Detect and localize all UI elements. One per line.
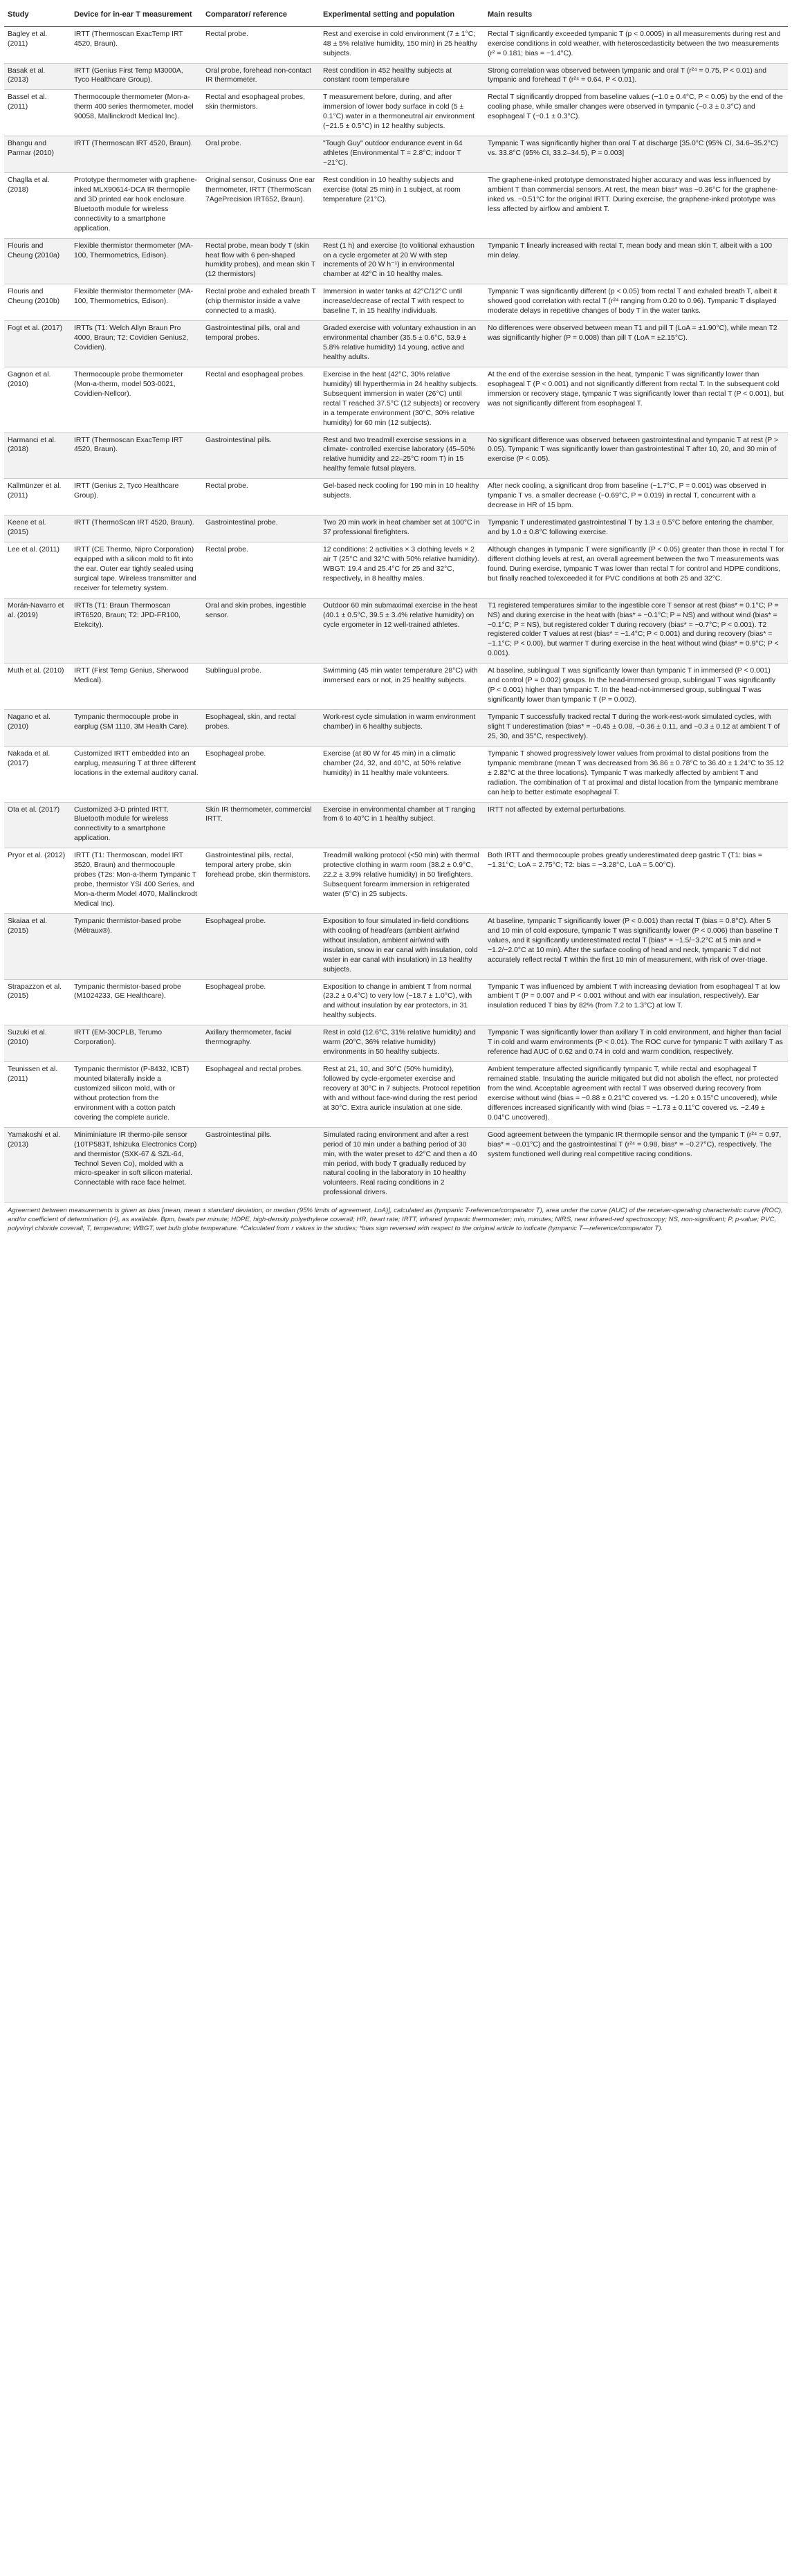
cell-setting: Immersion in water tanks at 42°C/12°C until increase/decrease of rectal T with respect to baseline T, in 15 healthy individuals. [320,284,484,321]
cell-device: Customized IRTT embedded into an earplug, measuring T at three different locations in the external auditory canal. [71,746,202,802]
table-row [4,172,788,238]
table-row [4,1025,788,1062]
table-row [4,1127,788,1203]
table-row [4,367,788,432]
cell-comparator: Rectal and esophageal probes. [202,367,320,432]
cell-study: Keene et al. (2015) [4,515,71,542]
cell-study: Pryor et al. (2012) [4,848,71,914]
table-row [4,479,788,515]
cell-setting: Outdoor 60 min submaximal exercise in the heat (40.1 ± 0.5°C, 39.5 ± 3.4% relative humidity) on cycle ergometer in 12 well-trained athletes. [320,598,484,664]
cell-comparator: Gastrointestinal pills. [202,432,320,479]
cell-setting: Rest condition in 452 healthy subjects at constant room temperature [320,63,484,90]
cell-study: Yamakoshi et al. (2013) [4,1127,71,1203]
cell-device: IRTT (Genius First Temp M3000A, Tyco Healthcare Group). [71,63,202,90]
cell-results: Rectal T significantly dropped from baseline values (−1.0 ± 0.4°C, P < 0.05) by the end of the cooling phase, while smaller changes were observed in tympanic (−0.3 ± 0.3°C) and esophageal T (−0.1 ± 0.3°C). [484,90,788,136]
cell-comparator: Esophageal probe. [202,746,320,802]
cell-setting: Rest condition in 10 healthy subjects and exercise (total 25 min) in 1 subject, at room temperature (21°C). [320,172,484,238]
cell-device: Thermocouple thermometer (Mon-a-therm 400 series thermometer, model 90058, Mallinckrodt Medical Inc). [71,90,202,136]
cell-results: At baseline, tympanic T significantly lower (P < 0.001) than rectal T (bias = 0.8°C). After 5 and 10 min of cold exposure, tympanic T was significantly lower (P < 0.006) than baseline T values, and it significantly underestimated rectal T (bias* = −1.5/−3.2°C at 5 min and = −1.2/−2.0°C at 10 min). After the surface cooling of head and neck, tympanic T did not accurately reflect rectal T within the first 10 min of measurement, with risk of over-triage. [484,913,788,979]
cell-study: Basak et al. (2013) [4,63,71,90]
cell-results: Although changes in tympanic T were significantly (P < 0.05) greater than those in rectal T for different clothing levels at rest, an overall agreement between the two T measurements was found. During exercise, tympanic T was lower than rectal T for control and HDPE conditions, but finally reached to/exceeded it for PVC conditions at both 25 and 32°C. [484,542,788,598]
cell-results: Tympanic T successfully tracked rectal T during the work-rest-work simulated cycles, with slight T underestimation (bias* = −0.45 ± 0.08, −0.36 ± 0.11, and −0.3 ± 0.12 at ambient T of 25, 30, and 35°C, respectively). [484,710,788,747]
cell-setting: Swimming (45 min water temperature 28°C) with immersed ears or not, in 25 healthy subjects. [320,664,484,710]
table-row [4,515,788,542]
table-row [4,238,788,284]
cell-setting: Work-rest cycle simulation in warm environment chamber) in 6 healthy subjects. [320,710,484,747]
cell-results: Ambient temperature affected significantly tympanic T, while rectal and esophageal T remained stable. Insulating the auricle mitigated but did not abolish the effect, nor protected from the wind. Acceptable agreement with rectal T was observed during recovery from exercise without wind (bias = −0.88 ± 0.21°C covered vs. −1.20 ± 0.15°C uncovered), while differences increased significantly with wind (bias = −1.73 ± 0.11°C covered vs. −2.49 ± 0.04°C uncovered). [484,1062,788,1128]
header-setting: Experimental setting and population [320,4,484,26]
cell-study: Chaglla et al. (2018) [4,172,71,238]
header-device: Device for in-ear T measurement [71,4,202,26]
cell-setting: Exercise (at 80 W for 45 min) in a climatic chamber (24, 32, and 40°C, at 50% relative humidity) in 11 healthy male volunteers. [320,746,484,802]
cell-comparator: Sublingual probe. [202,664,320,710]
cell-comparator: Axillary thermometer, facial thermography. [202,1025,320,1062]
cell-study: Strapazzon et al. (2015) [4,979,71,1025]
cell-device: Tympanic thermistor (P-8432, ICBT) mounted bilaterally inside a customized silicon mold, with or without protection from the environment with a cotton patch covering the complete auricle. [71,1062,202,1128]
cell-setting: Exposition to four simulated in-field conditions with cooling of head/ears (ambient air/wind without insulation, ambient air/wind with insulation, snow in ear canal with insulation, cold water in ear canal with insulation) in 13 healthy subjects. [320,913,484,979]
cell-setting: Exercise in environmental chamber at T ranging from 6 to 40°C in 1 healthy subject. [320,802,484,848]
studies-table [4,4,788,1203]
table-row [4,26,788,63]
table-row [4,598,788,664]
table-row [4,63,788,90]
table-row [4,90,788,136]
table-row [4,913,788,979]
cell-results: Tympanic T was significantly higher than oral T at discharge [35.0°C (95% CI, 34.6–35.2°C) vs. 33.8°C (95% CI, 33.2–34.5), P = 0.003] [484,136,788,173]
cell-comparator: Oral and skin probes, ingestible sensor. [202,598,320,664]
cell-results: Tympanic T was significantly lower than axillary T in cold environment, and higher than facial T in cold and warm environments (P < 0.01). The ROC curve for tympanic T with axillary T as reference had AUC of 0.62 and 0.74 in cold and warm condition, respectively. [484,1025,788,1062]
cell-results: Both IRTT and thermocouple probes greatly underestimated deep gastric T (T1: bias = −1.31°C; LoA = 2.75°C; T2: bias = −3.28°C, LoA = 5.00°C). [484,848,788,914]
header-row [4,4,788,26]
cell-device: IRTT (Thermoscan ExacTemp IRT 4520, Braun). [71,432,202,479]
cell-device: Prototype thermometer with graphene-inked MLX90614-DCA IR thermopile and 3D printed ear hook enclosure. Bluetooth module for wireless connectivity to a smartphone application. [71,172,202,238]
cell-comparator: Gastrointestinal pills, oral and temporal probes. [202,321,320,367]
cell-results: Rectal T significantly exceeded tympanic T (p < 0.0005) in all measurements during rest and exercise conditions in cold weather, with heteroscedasticity between the two measurements (r² = 0.181; bias = −1.4°C). [484,26,788,63]
cell-setting: Rest at 21, 10, and 30°C (50% humidity), followed by cycle-ergometer exercise and recovery at 30°C in 7 subjects. Protocol repetition with and without face-wind during the rest period at 30°C. Extra auricle insulation at one side. [320,1062,484,1128]
cell-comparator: Original sensor, Cosinuss One ear thermometer, IRTT (ThermoScan 7AgePrecision IRT652, Braun). [202,172,320,238]
cell-device: Customized 3-D printed IRTT. Bluetooth module for wireless connectivity to a smartphone application. [71,802,202,848]
cell-device: IRTT (EM-30CPLB, Terumo Corporation). [71,1025,202,1062]
cell-study: Ota et al. (2017) [4,802,71,848]
cell-device: IRTT (Thermoscan ExacTemp IRT 4520, Braun). [71,26,202,63]
table-row [4,710,788,747]
cell-comparator: Gastrointestinal pills, rectal, temporal artery probe, skin forehead probe, skin thermistors. [202,848,320,914]
cell-results: T1 registered temperatures similar to the ingestible core T sensor at rest (bias* = 0.1°C; P = NS) and during exercise in the heat with (bias* = −0.1°C; P = NS) and without wind (bias* = −0.1°C; P = NS), but registered colder T during recovery (bias* = −0.7°C; P < 0.001). T2 registered colder T values at rest (bias* = −1.4°C; P < 0.001) and during recovery (bias* = −1.1°C; P < 0.00), but warmer T during exercise in the heat without wind (bias* = 0.9°C; P < 0.001). [484,598,788,664]
cell-device: Tympanic thermocouple probe in earplug (SM 1110, 3M Health Care). [71,710,202,747]
cell-study: Teunissen et al. (2011) [4,1062,71,1128]
cell-device: IRTTs (T1: Braun Thermoscan IRT6520, Braun; T2: JPD-FR100, Etekcity). [71,598,202,664]
cell-device: IRTT (Genius 2, Tyco Healthcare Group). [71,479,202,515]
table-row [4,284,788,321]
cell-setting: Exercise in the heat (42°C, 30% relative humidity) till hyperthermia in 24 healthy subjects. Subsequent immersion in water (26°C) until rectal T reached 37.5°C (12 subjects) or recovery in a temperate environment (30°C, 30% relative humidity) for 60 min (12 subjects). [320,367,484,432]
cell-study: Skaiaa et al. (2015) [4,913,71,979]
cell-study: Suzuki et al. (2010) [4,1025,71,1062]
cell-study: Bassel et al. (2011) [4,90,71,136]
cell-results: No differences were observed between mean T1 and pill T (LoA = ±1.90°C), while mean T2 was significantly higher (P = 0.008) than pill T (LoA = ±2.15°C). [484,321,788,367]
cell-results: Tympanic T was significantly different (p < 0.05) from rectal T and exhaled breath T, albeit it showed good correlation with rectal T (r²⁴ ranging from 0.20 to 0.96). Tympanic T displayed moderate delays in repetitive changes of body T in the water tanks. [484,284,788,321]
cell-results: After neck cooling, a significant drop from baseline (−1.7°C, P = 0.001) was observed in tympanic T vs. a smaller decrease (−0.69°C, P = 0.019) in rectal T, concurrent with a decrease in HR of 15 bpm. [484,479,788,515]
cell-results: Tympanic T linearly increased with rectal T, mean body and mean skin T, albeit with a 100 min delay. [484,238,788,284]
cell-study: Kallmünzer et al. (2011) [4,479,71,515]
cell-device: Tympanic thermistor-based probe (M1024233, GE Healthcare). [71,979,202,1025]
cell-study: Flouris and Cheung (2010a) [4,238,71,284]
table-row [4,542,788,598]
table-body [4,26,788,1203]
table-row [4,664,788,710]
cell-study: Gagnon et al. (2010) [4,367,71,432]
cell-comparator: Oral probe, forehead non-contact IR thermometer. [202,63,320,90]
cell-results: Tympanic T was influenced by ambient T with increasing deviation from esophageal T at low ambient T (P = 0.007 and P < 0.001 without and with ear insulation, respectively). Ear insulation reduced T bias by 82% (from 7.2 to 1.3°C) at low T. [484,979,788,1025]
cell-setting: 12 conditions: 2 activities × 3 clothing levels × 2 air T (25°C and 32°C with 50% relative humidity). WBGT: 19.4 and 25.4°C for 25 and 32°C, respectively, in 8 healthy males. [320,542,484,598]
cell-comparator: Rectal probe, mean body T (skin heat flow with 6 pen-shaped humidity probes), and mean skin T (12 thermistors) [202,238,320,284]
cell-device: Flexible thermistor thermometer (MA-100, Thermometrics, Edison). [71,238,202,284]
cell-comparator: Oral probe. [202,136,320,173]
cell-study: Bagley et al. (2011) [4,26,71,63]
cell-device: Miniminiature IR thermo-pile sensor (10TP583T, Ishizuka Electronics Corp) and thermistor (SXK-67 & SZL-64, Technol Seven Co), molded with a micro-speaker in soft silicon material. Connectable with race face helmet. [71,1127,202,1203]
cell-setting: Treadmill walking protocol (<50 min) with thermal protective clothing in warm room (38.2 ± 0.9°C, 22.2 ± 3.9% relative humidity) in 50 firefighters. Subsequent forearm immersion in refrigerated water (5°C) in 25 subjects. [320,848,484,914]
cell-study: Nakada et al. (2017) [4,746,71,802]
header-study: Study [4,4,71,26]
cell-device: IRTT (ThermoScan IRT 4520, Braun). [71,515,202,542]
cell-results: Tympanic T underestimated gastrointestinal T by 1.3 ± 0.5°C before entering the chamber, and by 1.0 ± 0.8°C following exercise. [484,515,788,542]
cell-comparator: Gastrointestinal probe. [202,515,320,542]
cell-results: At baseline, sublingual T was significantly lower than tympanic T in immersed (P < 0.001) and control (P = 0.002) groups. In the head-immersed group, sublingual T was significantly (P < 0.001) higher than tympanic T. In the head-not-immersed group, sublingual T was significantly lower than tympanic T (P = 0.002). [484,664,788,710]
cell-comparator: Skin IR thermometer, commercial IRTT. [202,802,320,848]
cell-study: Muth et al. (2010) [4,664,71,710]
cell-comparator: Esophageal, skin, and rectal probes. [202,710,320,747]
cell-results: Good agreement between the tympanic IR thermopile sensor and the tympanic T (r²⁴ = 0.97, bias* = −0.01°C) and the gastrointestinal T (r²⁴ = 0.98, bias* = −0.27°C), respectively. The system functioned well during real competitive racing conditions. [484,1127,788,1203]
cell-setting: Two 20 min work in heat chamber set at 100°C in 37 professional firefighters. [320,515,484,542]
cell-results: The graphene-inked prototype demonstrated higher accuracy and was less influenced by ambient T than commercial sensors. At rest, the mean bias* was −0.36°C for the graphene-inked vs. −0.51°C for the original IRTT. During exercise, the graphene-inked prototype was less affected by airflow and ambient T. [484,172,788,238]
cell-device: IRTT (Thermoscan IRT 4520, Braun). [71,136,202,173]
cell-device: IRTTs (T1: Welch Allyn Braun Pro 4000, Braun; T2: Covidien Genius2, Covidien). [71,321,202,367]
cell-study: Lee et al. (2011) [4,542,71,598]
cell-study: Harmanci et al. (2018) [4,432,71,479]
cell-setting: Rest and two treadmill exercise sessions in a climate- controlled exercise laboratory (45–50% relative humidity and 22–25°C room T) in 15 healthy female futsal players. [320,432,484,479]
cell-setting: Rest in cold (12.6°C, 31% relative humidity) and warm (20°C, 36% relative humidity) environments in 50 healthy subjects. [320,1025,484,1062]
cell-device: Tympanic thermistor-based probe (Métraux®). [71,913,202,979]
cell-setting: Rest and exercise in cold environment (7 ± 1°C; 48 ± 5% relative humidity, 150 min) in 25 healthy subjects. [320,26,484,63]
cell-comparator: Esophageal probe. [202,979,320,1025]
table-row [4,1062,788,1128]
cell-results: IRTT not affected by external perturbations. [484,802,788,848]
table-footnote: Agreement between measurements is given as bias [mean, mean ± standard deviation, or median (95% limits of agreement, LoA)], calculated as (tympanic T-reference/comparator T), area under the curve (AUC) of the receiver-operating characteristic curve (ROC), and/or coefficient of determination (r²), as available. Bpm, beats per minute; HDPE, high-density polyethylene coverall; HR, heart rate; IRTT, infrared tympanic thermometer; min, minutes; NIRS, near infrared-red spectroscopy; NS, non-significant; P, p-value; PVC, polyvinyl chloride coverall; T, temperature; WBGT, wet bulb globe temperature. ⁴Calculated from r values in the studies; *bias sign reversed with respect to the original article to indicate (tympanic T—reference/comparator T). [8,1207,783,1233]
table-header [4,4,788,26]
cell-study: Morán-Navarro et al. (2019) [4,598,71,664]
cell-setting: T measurement before, during, and after immersion of lower body surface in cold (5 ± 0.1°C) water in a thermoneutral air environment (~21.5 ± 0.5°C) in 12 healthy subjects. [320,90,484,136]
table-row [4,432,788,479]
header-comparator: Comparator/ reference [202,4,320,26]
cell-comparator: Esophageal and rectal probes. [202,1062,320,1128]
cell-comparator: Rectal probe. [202,479,320,515]
cell-study: Bhangu and Parmar (2010) [4,136,71,173]
cell-results: At the end of the exercise session in the heat, tympanic T was significantly lower than esophageal T (P < 0.001) and not significantly different from rectal T. In the subsequent cold immersion or recovery stage, tympanic T was significantly lower than rectal T (P < 0.001), but was not significantly different from esophageal T. [484,367,788,432]
cell-setting: Exposition to change in ambient T from normal (23.2 ± 0.4°C) to very low (−18.7 ± 1.0°C), with and without insulation by ear protectors, in 31 healthy subjects. [320,979,484,1025]
cell-device: IRTT (CE Thermo, Nipro Corporation) equipped with a silicon mold to fit into the ear. Outer ear tightly sealed using surgical tape. Wireless transmitter and receiver for telemetry system. [71,542,202,598]
cell-results: Tympanic T showed progressively lower values from proximal to distal positions from the tympanic membrane (mean T was decreased from 36.86 ± 0.78°C to 36.40 ± 1.24°C to 35.12 ± 2.82°C at the three locations). Tympanic T was markedly affected by ambient T and radiation. The combination of T at proximal and distal location from the tympanic membrane can help to better estimate esophageal T. [484,746,788,802]
table-row [4,746,788,802]
table-row [4,802,788,848]
cell-study: Flouris and Cheung (2010b) [4,284,71,321]
cell-device: IRTT (T1: Thermoscan, model IRT 3520, Braun) and thermocouple probes (T2s: Mon-a-therm Tympanic T probe, thermistor YSI 400 Series, and Mon-a-therm Model 4070, Mallinckrodt Medical Inc). [71,848,202,914]
table-row [4,979,788,1025]
cell-setting: Rest (1 h) and exercise (to volitional exhaustion on a cycle ergometer at 20 W with step increments of 20 W h⁻¹) in environmental chamber at 42°C in 10 healthy males. [320,238,484,284]
table-container [0,0,792,1234]
cell-comparator: Rectal probe. [202,26,320,63]
cell-results: Strong correlation was observed between tympanic and oral T (r²⁴ = 0.75, P < 0.01) and tympanic and forehead T (r²⁴ = 0.64, P < 0.01). [484,63,788,90]
cell-setting: Graded exercise with voluntary exhaustion in an environmental chamber (35.5 ± 0.6°C, 53.9 ± 5.8% relative humidity) 14 young, active and healthy adults. [320,321,484,367]
cell-comparator: Rectal probe. [202,542,320,598]
cell-device: Thermocouple probe thermometer (Mon-a-therm, model 503-0021, Covidien-Nellcor). [71,367,202,432]
table-row [4,136,788,173]
cell-device: Flexible thermistor thermometer (MA-100, Thermometrics, Edison). [71,284,202,321]
table-row [4,848,788,914]
cell-comparator: Rectal and esophageal probes, skin thermistors. [202,90,320,136]
cell-comparator: Rectal probe and exhaled breath T (chip thermistor inside a valve connected to a mask). [202,284,320,321]
cell-setting: "Tough Guy" outdoor endurance event in 64 athletes (Environmental T = 2.8°C; indoor T ~21°C). [320,136,484,173]
cell-setting: Gel-based neck cooling for 190 min in 10 healthy subjects. [320,479,484,515]
cell-study: Nagano et al. (2010) [4,710,71,747]
table-row [4,321,788,367]
cell-study: Fogt et al. (2017) [4,321,71,367]
cell-setting: Simulated racing environment and after a rest period of 10 min under a bathing period of 30 min, with the water preset to 42°C and then a 40 min period, with body T gradually reduced by natural cooling in the laboratory in 10 healthy volunteers. Real racing conditions in 2 professional drivers. [320,1127,484,1203]
header-results: Main results [484,4,788,26]
cell-comparator: Esophageal probe. [202,913,320,979]
cell-comparator: Gastrointestinal pills. [202,1127,320,1203]
cell-results: No significant difference was observed between gastrointestinal and tympanic T at rest (P > 0.05). Tympanic T was significantly lower than gastrointestinal T after 10, 20, and 30 min of exercise (P < 0.05). [484,432,788,479]
cell-device: IRTT (First Temp Genius, Sherwood Medical). [71,664,202,710]
